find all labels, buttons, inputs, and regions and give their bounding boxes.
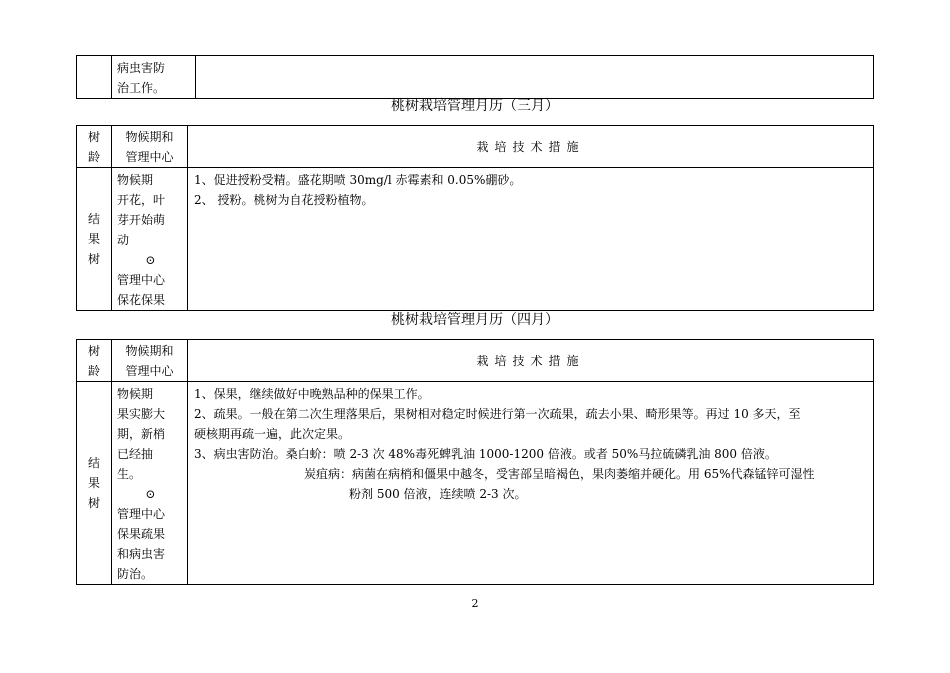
header-measures-cell: 栽培技术措施 bbox=[188, 126, 874, 168]
header-phen-cell: 物候期和 管理中心 bbox=[112, 126, 188, 168]
april-title: 桃树栽培管理月历（四月） bbox=[391, 312, 559, 328]
measure-line: 2、疏果。一般在第二次生理落果后，果树相对稳定时候进行第一次疏果，疏去小果、畸形果等。再过 10 多天，至 bbox=[194, 407, 801, 421]
age-cell: 结 果 树 bbox=[77, 382, 112, 585]
march-title: 桃树栽培管理月历（三月） bbox=[391, 98, 559, 114]
april-table bbox=[76, 339, 874, 585]
fragment-line: 病虫害防 bbox=[117, 61, 166, 75]
measures-cell bbox=[188, 168, 874, 311]
phenology-cell: 物候期 开花，叶 芽开始萌 动 ⊙ 管理中心 保花保果 bbox=[112, 168, 188, 311]
measure-line: 硬核期再疏一遍，此次定果。 bbox=[194, 427, 351, 441]
march-table bbox=[76, 125, 874, 311]
measures-cell bbox=[188, 382, 874, 585]
measure-line: 炭疽病：病菌在病梢和僵果中越冬，受害部呈暗褐色，果肉萎缩并硬化。用 65%代森锰锌可湿性 bbox=[304, 467, 815, 481]
measure-line: 1、保果，继续做好中晚熟品种的保果工作。 bbox=[194, 387, 430, 401]
measure-line: 3、病虫害防治。桑白蚧：喷 2-3 次 48%毒死蜱乳油 1000-1200 倍液。或者 50%马拉硫磷乳油 800 倍液。 bbox=[194, 447, 777, 461]
sun-symbol-icon: ⊙ bbox=[145, 487, 156, 501]
fragment-line: 治工作。 bbox=[117, 81, 166, 95]
header-age-cell: 树 龄 bbox=[77, 126, 112, 168]
measure-line: 粉剂 500 倍液，连续喷 2-3 次。 bbox=[349, 487, 527, 501]
header-measures-cell: 栽培技术措施 bbox=[188, 340, 874, 382]
page-number: 2 bbox=[471, 597, 479, 610]
sun-symbol-icon: ⊙ bbox=[145, 253, 156, 267]
header-phen-cell: 物候期和 管理中心 bbox=[112, 340, 188, 382]
fragment-age-cell bbox=[77, 56, 112, 99]
measure-line: 1、促进授粉受精。盛花期喷 30mg/l 赤霉素和 0.05%硼砂。 bbox=[194, 173, 522, 187]
measure-line: 2、 授粉。桃树为自花授粉植物。 bbox=[194, 193, 374, 207]
fragment-measures-cell bbox=[196, 56, 874, 99]
age-cell: 结 果 树 bbox=[77, 168, 112, 311]
fragment-phen-cell bbox=[112, 56, 196, 99]
header-age-cell: 树 龄 bbox=[77, 340, 112, 382]
phenology-cell: 物候期 果实膨大 期，新梢 已经抽 生。 ⊙ 管理中心 保果疏果 和病虫害 防治。 bbox=[112, 382, 188, 585]
prev-table-fragment bbox=[76, 55, 874, 99]
